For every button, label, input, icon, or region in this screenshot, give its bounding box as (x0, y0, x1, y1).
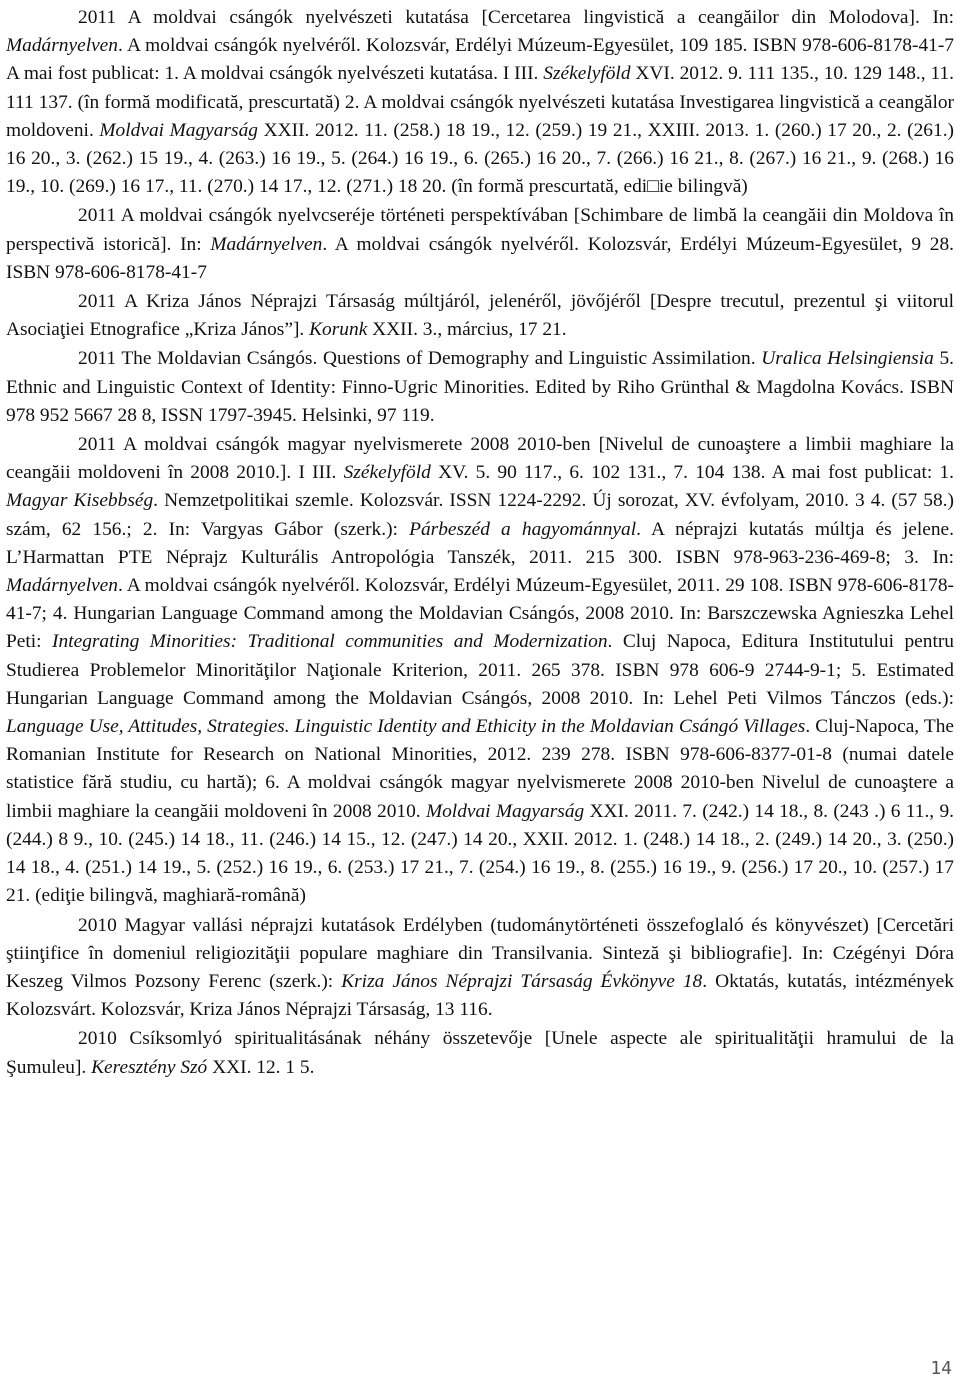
italic-title-text: Language Use, Attitudes, Strategies. Linguistic Identity and Ethicity in the Moldavian Csángó Villages (6, 716, 806, 738)
bibliography-entry (6, 4, 954, 201)
entry-text: 2011 A moldvai csángók nyelvészeti kutatása [Cercetarea lingvistică a ceangăilor din Molodova]. In: (78, 7, 954, 28)
italic-title-text: Keresztény Szó (91, 1056, 208, 1078)
italic-title-text: Moldvai Magyarság (99, 119, 258, 141)
bibliography-entry (6, 1025, 954, 1081)
bibliography-entry (6, 288, 954, 344)
italic-title-text: Székelyföld (543, 63, 631, 85)
entry-text: . A moldvai csángók nyelvéről. Kolozsvár, Erdélyi Múzeum-Egyesület, 9 28. ISBN 978-606-8178-41-7 (6, 233, 954, 283)
entry-text: . Cluj-Napoca, The Romanian Institute for Research on National Minorities, 2012. 239 278. ISBN 978-606-8377-01-8 (numai datele statistice fără studiu, cu hartă); 6. A moldvai csángók magyar nyelvismerete 2008 2010-ben Nivelul de cunoaştere a limbii maghiare la ceangăii moldoveni în 2008 2010. (6, 716, 954, 822)
entry-text: XXI. 12. 1 5. (207, 1056, 315, 1078)
entry-text: . Nemzetpolitikai szemle. Kolozsvár. ISSN 1224-2292. Új sorozat, XV. évfolyam, 2010. 3 4. (57 58.) szám, 62 156.; 2. In: Vargyas Gábor (szerk.): (6, 490, 954, 540)
bibliography-entry (6, 202, 954, 287)
entry-text: . Cluj Napoca, Editura Institutului pentru Studierea Problemelor Minorităţilor Naţionale Kriterion, 2011. 265 378. ISBN 978 606-9 2744-9-1; 5. Estimated Hungarian Language Command among the Moldavian Csángós, 2008 2010. In: Lehel Peti Vilmos Tánczos (eds.): (6, 631, 954, 709)
bibliography-entry (6, 912, 954, 1025)
entry-text: 5. Ethnic and Linguistic Context of Identity: Finno-Ugric Minorities. Edited by Riho Grünthal & Magdolna Kovács. ISBN 978 952 5667 28 8, ISSN 1797-3945. Helsinki, 97 119. (6, 348, 954, 426)
italic-title-text: Madárnyelven (210, 233, 323, 255)
italic-title-text: Uralica Helsingiensia (761, 348, 934, 370)
italic-title-text: Párbeszéd a hagyománnyal (409, 518, 637, 540)
entry-text: 2011 A Kriza János Néprajzi Társaság múltjáról, jelenéről, jövőjéről [Despre trecutul, prezentul şi viitorul Asociaţiei Etnografice „Kriza János”]. (6, 291, 954, 341)
entry-text: XVI. 2012. 9. 111 135., 10. 129 148., 11. 111 137. (în formă modificată, prescurtată) 2. A moldvai csángók nyelvészeti kutatása Investigarea lingvistică a ceangălor moldoveni. (6, 63, 954, 141)
entry-text: . A moldvai csángók nyelvéről. Kolozsvár, Erdélyi Múzeum-Egyesület, 2011. 29 108. ISBN 978-606-8178-41-7; 4. Hungarian Language Command among the Moldavian Csángós, 2008 2010. In: Barszczewska Agnieszka Lehel Peti: (6, 575, 954, 653)
entry-text: 2011 A moldvai csángók nyelvcseréje történeti perspektívában [Schimbare de limbă la ceangăii din Moldova în perspectivă istorică]. In: (6, 205, 954, 255)
entry-text: XXII. 3., március, 17 21. (367, 319, 567, 341)
bibliography-entry (6, 431, 954, 910)
entry-text: 2011 The Moldavian Csángós. Questions of Demography and Linguistic Assimilation. (78, 348, 762, 370)
italic-title-text: Korunk (309, 319, 368, 341)
entry-text: . A néprajzi kutatás múltja és jelene. L’Harmattan PTE Néprajz Kulturális Antropológia Tanszék, 2011. 215 300. ISBN 978-963-236-469-8; 3. In: (6, 518, 955, 568)
entry-text: XXII. 2012. 11. (258.) 18 19., 12. (259.) 19 21., XXIII. 2013. 1. (260.) 17 20., 2. (261.) 16 20., 3. (262.) 15 19., 4. (263.) 16 19., 5. (264.) 16 19., 6. (265.) 16 20., 7. (266.) 16 21., 8. (267.) 16 21., 9. (268.) 16 19., 10. (269.) 16 17., 11. (270.) 14 17., 12. (271.) 18 20. (în formă prescurtată, edi□ie bilingvă) (6, 119, 954, 198)
entry-text: . Oktatás, kutatás, intézmények Kolozsvárt. Kolozsvár, Kriza János Néprajzi Társaság, 13 116. (6, 970, 954, 1021)
bibliography-entry (6, 345, 954, 430)
entry-text: 2010 Magyar vallási néprajzi kutatások Erdélyben (tudománytörténeti összefoglaló és könyvészet) [Cercetări ştiinţifice în domeniul religiozităţii populare maghiare din Transilvania. Sinteză şi bibliografie]. In: Czégényi Dóra Keszeg Vilmos Pozsony Ferenc (szerk.): (6, 914, 954, 992)
bibliography-list (6, 4, 954, 1082)
italic-title-text: Kriza János Néprajzi Társaság Évkönyve 18 (341, 970, 703, 992)
entry-text: 2011 A moldvai csángók magyar nyelvismerete 2008 2010-ben [Nivelul de cunoaştere a limbii maghiare la ceangăii moldoveni în 2008 2010.]. I III. (6, 434, 954, 484)
italic-title-text: Székelyföld (343, 462, 431, 484)
entry-text: XV. 5. 90 117., 6. 102 131., 7. 104 138. A mai fost publicat: 1. (430, 462, 954, 484)
entry-text: . A moldvai csángók nyelvéről. Kolozsvár, Erdélyi Múzeum-Egyesület, 109 185. ISBN 978-606-8178-41-7 A mai fost publicat: 1. A moldvai csángók nyelvészeti kutatása. I III. (6, 35, 954, 85)
italic-title-text: Madárnyelven (6, 35, 118, 57)
italic-title-text: Moldvai Magyarság (425, 800, 585, 822)
entry-text: XXI. 2011. 7. (242.) 14 18., 8. (243 .) 6 11., 9. (244.) 8 9., 10. (245.) 14 18., 11. (246.) 14 15., 12. (247.) 14 20., XXII. 2012. 1. (248.) 14 18., 2. (249.) 14 20., 3. (250.) 14 18., 4. (251.) 14 19., 5. (252.) 16 19., 6. (253.) 17 21., 7. (254.) 16 19., 8. (255.) 16 19., 9. (256.) 17 20., 10. (257.) 17 21. (ediţie bilingvă, maghiară-română) (6, 800, 955, 907)
entry-text: 2010 Csíksomlyó spiritualitásának néhány összetevője [Unele aspecte ale spiritualităţii hramului de la Şumuleu]. (6, 1028, 954, 1078)
italic-title-text: Integrating Minorities: Traditional communities and Modernization (52, 631, 608, 653)
page-number: 14 (930, 1358, 952, 1379)
italic-title-text: Magyar Kisebbség (6, 490, 154, 512)
italic-title-text: Madárnyelven (6, 575, 118, 597)
